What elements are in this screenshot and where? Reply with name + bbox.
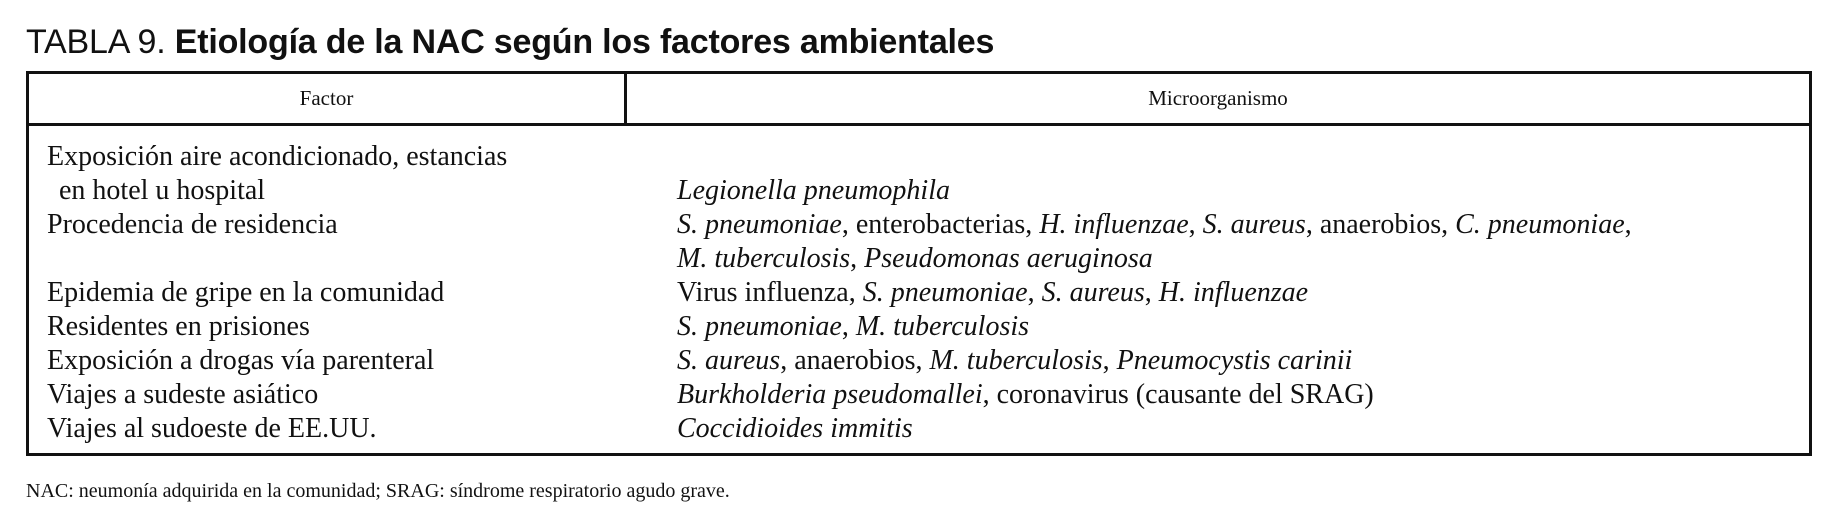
header-microorganism: Microorganismo [1148,86,1288,110]
factor-line: Viajes a sudeste asiático [47,379,319,410]
microorganism-line [677,276,1797,310]
microorganism-line [677,140,1797,174]
microorganism-line [677,242,1797,276]
microorganism-text: , coronavirus (causante del SRAG) [982,379,1374,410]
organism-name: H. influenzae [1039,209,1189,240]
table-header-row [29,74,1809,126]
organism-name: Pneumocystis carinii [1116,345,1353,376]
factor-line: Exposición aire acondicionado, estancias [47,141,508,172]
microorganism-text: , enterobacterias, [841,209,1040,240]
microorganism-text: Virus influenza, [677,277,863,308]
factor-line: Epidemia de gripe en la comunidad [47,277,445,308]
table-caption-label: TABLA 9. [26,23,166,61]
organism-name: M. tuberculosis [677,243,851,274]
microorganism-text: , [1144,277,1159,308]
header-factor: Factor [29,74,627,123]
factor-line: Exposición a drogas vía parenteral [47,345,435,376]
microorganism-text: , [1188,209,1203,240]
organism-name: S. pneumoniae [677,209,842,240]
microorganism-line [677,378,1797,412]
etiology-table [26,71,1812,456]
organism-name: C. pneumoniae [1455,209,1625,240]
organism-name: Burkholderia pseudomallei [677,379,983,410]
factor-line: Residentes en prisiones [47,311,310,342]
microorganism-line [677,208,1797,242]
table-caption [26,20,994,64]
microorganism-text: , [1102,345,1117,376]
microorganism-line [677,344,1797,378]
organism-name: S. aureus [677,345,781,376]
table-caption-title: Etiología de la NAC según los factores ambientales [174,23,995,61]
factor-line [47,242,627,276]
factor-line: Procedencia de residencia [47,209,338,240]
organism-name: Pseudomonas aeruginosa [864,243,1153,274]
microorganism-text: , anaerobios, [780,345,930,376]
microorganism-line [677,174,1797,208]
microorganism-line [677,412,1797,446]
microorganism-text: , [1027,277,1042,308]
microorganism-text: , [1624,209,1632,240]
organism-name: S. pneumoniae [862,277,1028,308]
microorganism-column [677,140,1797,446]
table-footnote: NAC: neumonía adquirida en la comunidad; SRAG: síndrome respiratorio agudo grave. [26,480,730,502]
microorganism-text: , [841,311,856,342]
organism-name: Coccidioides immitis [677,413,913,444]
microorganism-text: , anaerobios, [1305,209,1456,240]
factor-line: Viajes al sudoeste de EE.UU. [47,413,377,444]
organism-name: M. tuberculosis [929,345,1103,376]
microorganism-line [677,310,1797,344]
factor-line: en hotel u hospital [59,175,266,206]
microorganism-text: , [850,243,865,274]
organism-name: S. aureus [1041,277,1145,308]
organism-name: S. pneumoniae [677,311,842,342]
factor-column [47,140,627,446]
organism-name: Legionella pneumophila [677,175,950,206]
organism-name: M. tuberculosis [855,311,1030,342]
organism-name: H. influenzae [1158,277,1309,308]
organism-name: S. aureus [1202,209,1306,240]
